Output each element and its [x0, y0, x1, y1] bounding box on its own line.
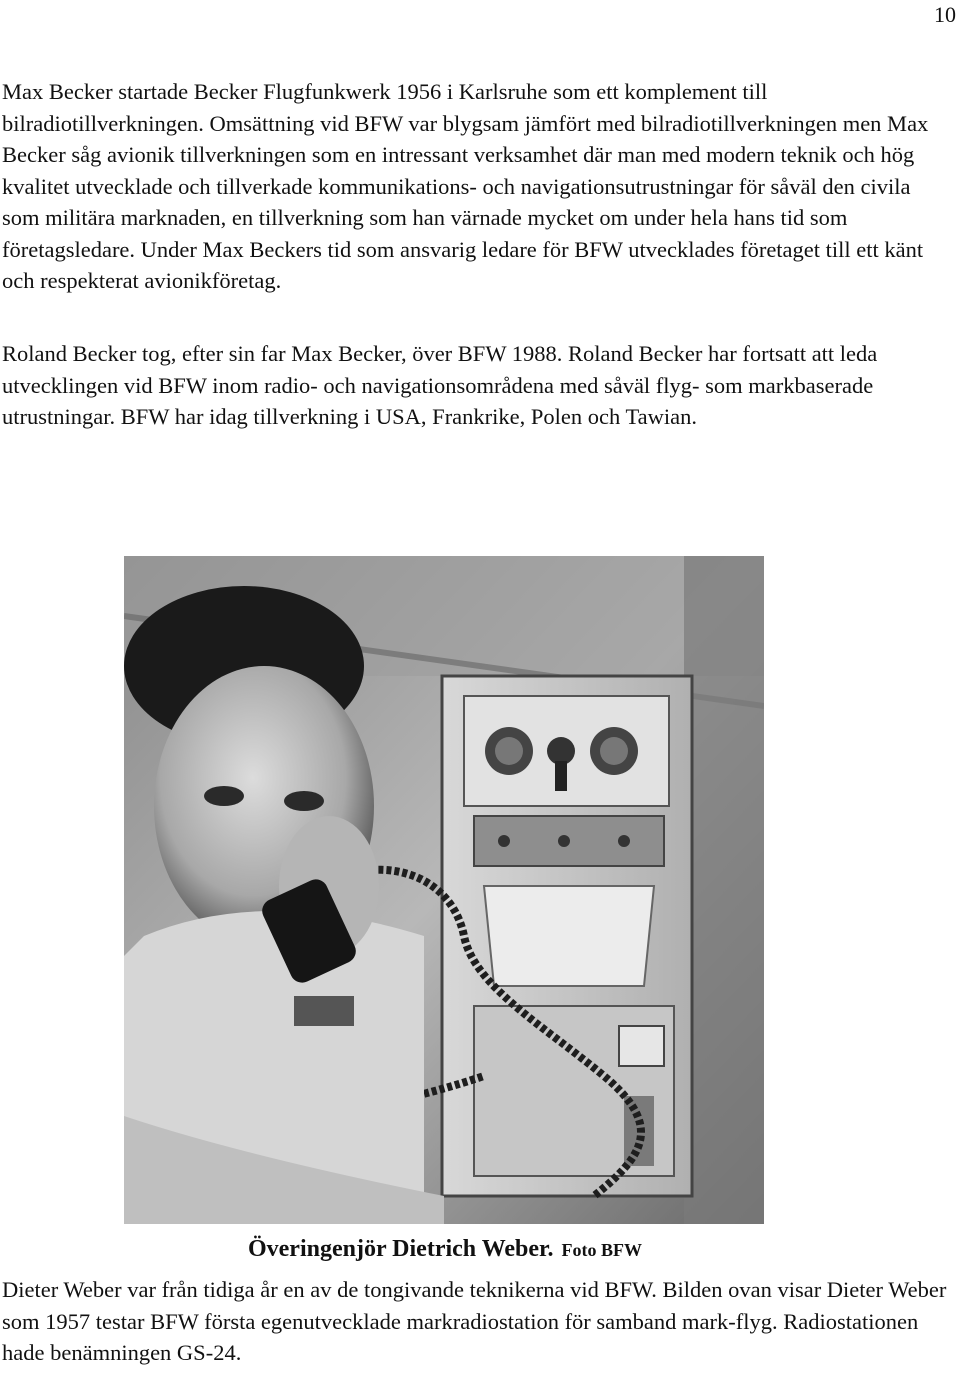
intro-paragraph: Max Becker startade Becker Flugfunkwerk 1956 i Karlsruhe som ett komplement till bilradiotillverkningen. Omsättning vid BFW var blygsam jämfört med bilradiotillverkningen men Max Becker såg avionik tillverkningen som en intressant verksamhet där man med modern teknik och hög kvalitet utvecklade och tillverkade kommunikations- och navigationsutrustningar för såväl den civila som militära marknaden, en tillverkning som han värnade mycket om under hela hans tid som företagsledare. Under Max Beckers tid som ansvarig ledare för BFW utvecklades företaget till ett känt och respekterat avionikföretag. — [2, 79, 929, 293]
photo-credit: Foto BFW — [561, 1240, 642, 1260]
radio-station-unit — [442, 676, 692, 1196]
page-number: 10 — [934, 2, 956, 27]
caption-paragraph: Dieter Weber var från tidiga år en av de tongivande teknikerna vid BFW. Bilden ovan visar Dieter Weber som 1957 testar BFW första egenutvecklade markradiostation för samband mark-flyg. Radiostationen hade benämningen GS-24. — [2, 1277, 947, 1365]
caption-title: Överingenjör Dietrich Weber. — [247, 1236, 554, 1262]
historical-photo — [124, 556, 764, 1224]
roland-paragraph: Roland Becker tog, efter sin far Max Becker, över BFW 1988. Roland Becker har fortsatt att leda utvecklingen vid BFW inom radio- och navigationsområdena med såväl flyg- som markbaserade utrustningar. BFW har idag tillverkning i USA, Frankrike, Polen och Tawian. — [2, 341, 878, 429]
photo-illustration — [124, 556, 764, 1224]
photo-caption — [0, 1236, 890, 1263]
